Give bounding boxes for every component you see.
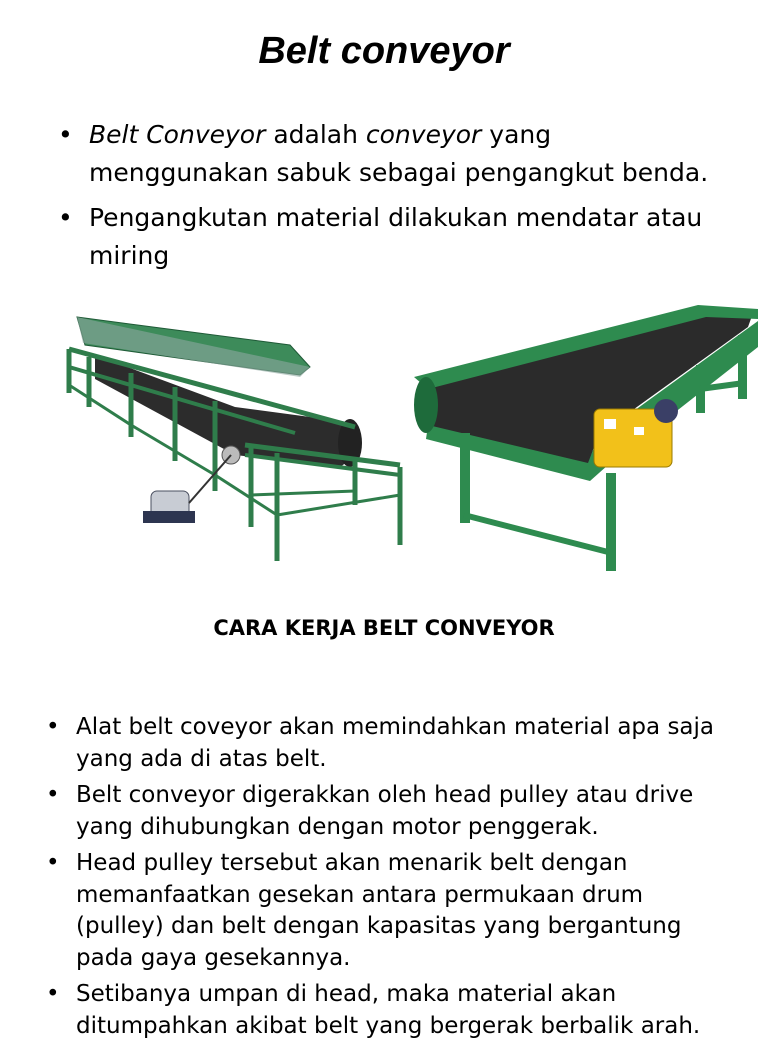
intro-item — [58, 199, 738, 275]
bullet-icon: • — [46, 850, 60, 876]
step-item — [44, 979, 734, 1042]
intro-text: adalah — [265, 120, 366, 149]
intro-text: yang menggunakan sabuk sebagai pengangkut benda. — [89, 120, 709, 187]
steps-list — [44, 712, 734, 1047]
flat-belt-conveyor-image — [408, 305, 763, 575]
bullet-icon: • — [46, 981, 60, 1007]
intro-item — [58, 116, 738, 192]
bullet-icon: • — [46, 782, 60, 808]
step-item — [44, 712, 734, 775]
intro-text: Pengangkutan material dilakukan mendatar atau miring — [89, 203, 703, 270]
step-item — [44, 780, 734, 843]
bullet-icon: • — [58, 120, 73, 149]
page-title: Belt conveyor — [258, 30, 510, 72]
bullet-icon: • — [58, 203, 73, 232]
step-item — [44, 848, 734, 974]
section-title: CARA KERJA BELT CONVEYOR — [213, 616, 555, 640]
step-text: Head pulley tersebut akan menarik belt dengan memanfaatkan gesekan antara permukaan drum (pulley) dan belt dengan kapasitas yang bergantung pada gaya gesekannya. — [76, 850, 682, 971]
term-belt-conveyor: Belt Conveyor — [89, 120, 266, 149]
step-text: Alat belt coveyor akan memindahkan material apa saja yang ada di atas belt. — [76, 714, 715, 772]
step-text: Setibanya umpan di head, maka material akan ditumpahkan akibat belt yang bergerak berbalik arah. — [76, 981, 701, 1039]
step-text: Belt conveyor digerakkan oleh head pulley atau drive yang dihubungkan dengan motor penggerak. — [76, 782, 694, 840]
intro-list — [58, 116, 738, 282]
inclined-belt-conveyor-image — [55, 315, 410, 577]
bullet-icon: • — [46, 714, 60, 740]
term-conveyor: conveyor — [365, 120, 482, 149]
